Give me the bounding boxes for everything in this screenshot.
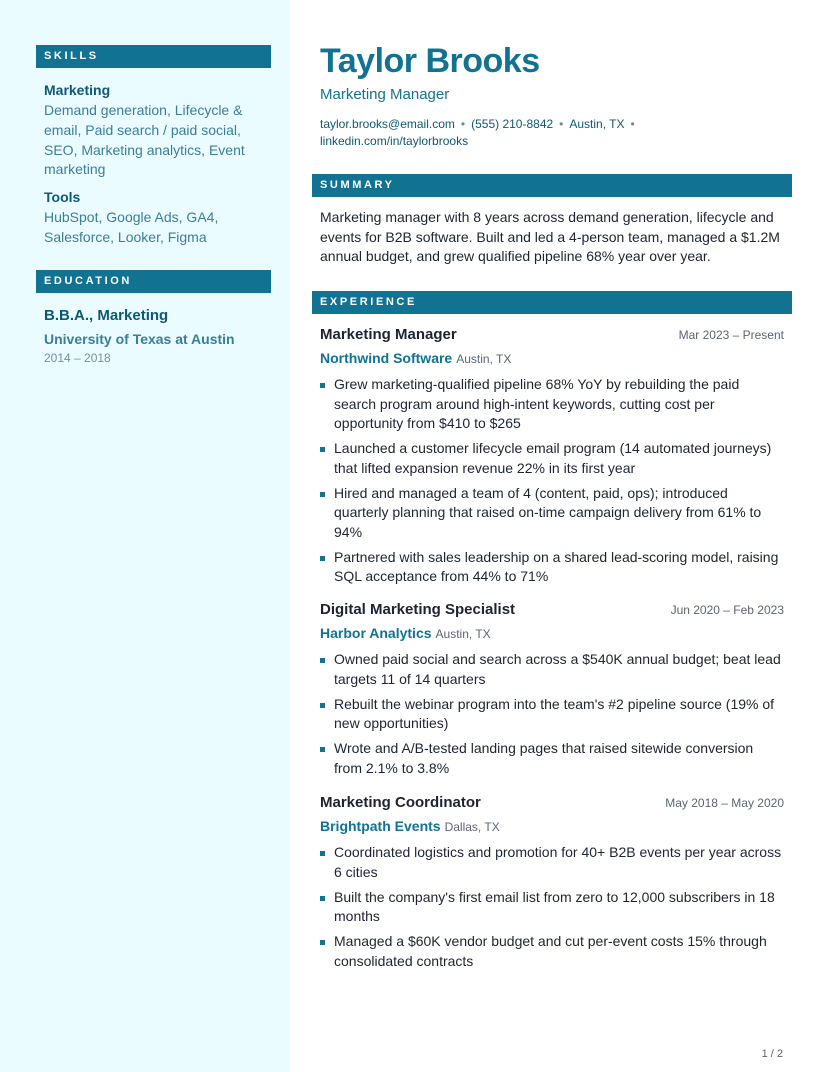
bullet-text: Owned paid social and search across a $540K annual budget; beat lead targets 11 of 14 quarters [334, 651, 781, 687]
bullet-item [320, 439, 784, 478]
summary-heading: SUMMARY [312, 174, 792, 197]
bullet-text: Managed a $60K vendor budget and cut per-event costs 15% through consolidated contracts [334, 933, 767, 969]
job-location: Austin, TX [456, 352, 512, 366]
contact-email[interactable]: taylor.brooks@email.com [320, 117, 455, 131]
education-school: University of Texas at Austin [44, 331, 235, 347]
job-title: Marketing Manager [320, 326, 457, 343]
main-content [290, 0, 828, 1072]
page-number: 1 / 2 [761, 1048, 783, 1060]
bullet-marker-icon [320, 658, 325, 663]
job-dates: Jun 2020 – Feb 2023 [670, 603, 784, 617]
bullet-item [320, 484, 784, 543]
contact-line [320, 116, 650, 150]
skill-category-name: Tools [44, 189, 81, 206]
education-section [36, 270, 271, 366]
job-bullets [320, 843, 784, 971]
bullet-marker-icon [320, 896, 325, 901]
job-entry [320, 326, 784, 592]
job-title: Marketing Coordinator [320, 794, 481, 811]
job-location: Dallas, TX [444, 820, 500, 834]
bullet-text: Built the company's first email list from zero to 12,000 subscribers in 18 months [334, 888, 775, 924]
job-location: Austin, TX [435, 627, 491, 641]
summary-text: Marketing manager with 8 years across demand generation, lifecycle and events for B2B software. Built and led a 4-person team, managed a $1.2M annual budget, and grew qualified pipeline 68% year over year. [320, 209, 780, 264]
bullet-item [320, 375, 784, 434]
bullet-text: Partnered with sales leadership on a shared lead-scoring model, raising SQL acceptance from 44% to 71% [334, 548, 779, 584]
job-bullets [320, 375, 784, 587]
bullet-marker-icon [320, 703, 325, 708]
bullet-text: Hired and managed a team of 4 (content, paid, ops); introduced quarterly planning that raised on-time campaign delivery from 61% to 94% [334, 484, 762, 540]
job-bullets [320, 650, 784, 778]
job-entry [320, 794, 784, 977]
bullet-item [320, 888, 784, 927]
bullet-item [320, 650, 784, 689]
candidate-name: Taylor Brooks [320, 42, 540, 80]
bullet-text: Coordinated logistics and promotion for 40+ B2B events per year across 6 cities [334, 844, 782, 880]
contact-phone: (555) 210-8842 [471, 117, 554, 131]
contact-location: Austin, TX [569, 117, 625, 131]
job-title: Digital Marketing Specialist [320, 601, 516, 618]
bullet-item [320, 695, 784, 734]
bullet-marker-icon [320, 383, 325, 388]
skills-heading: SKILLS [36, 45, 271, 68]
contact-linkedin[interactable]: linkedin.com/in/taylorbrooks [320, 134, 469, 148]
bullet-item [320, 843, 784, 882]
experience-heading: EXPERIENCE [312, 291, 792, 314]
bullet-item [320, 739, 784, 778]
experience-section [312, 291, 792, 314]
contact-separator: • [630, 117, 635, 131]
sidebar [0, 0, 290, 1072]
candidate-role: Marketing Manager [320, 86, 450, 103]
job-company: Northwind Software [320, 350, 453, 366]
bullet-item [320, 932, 784, 971]
summary-section [312, 174, 792, 197]
skills-section [36, 45, 271, 248]
bullet-text: Grew marketing-qualified pipeline 68% YoY by rebuilding the paid search program around high-intent keywords, cutting cost per opportunity from $410 to $265 [334, 376, 740, 431]
bullet-item [320, 548, 784, 587]
job-dates: Mar 2023 – Present [678, 328, 784, 342]
bullet-text: Launched a customer lifecycle email program (14 automated journeys) that lifted expansion revenue 22% in its first year [334, 440, 772, 476]
job-company: Harbor Analytics [320, 625, 432, 641]
bullet-text: Rebuilt the webinar program into the team's #2 pipeline source (19% of new opportunities) [334, 695, 775, 731]
education-dates: 2014 – 2018 [44, 351, 111, 365]
education-degree: B.B.A., Marketing [44, 307, 169, 324]
bullet-marker-icon [320, 940, 325, 945]
bullet-marker-icon [320, 447, 325, 452]
bullet-marker-icon [320, 556, 325, 561]
education-heading: EDUCATION [36, 270, 271, 293]
bullet-marker-icon [320, 851, 325, 856]
skill-category-items: Demand generation, Lifecycle & email, Paid search / paid social, SEO, Marketing analytics, Event marketing [44, 102, 245, 178]
bullet-text: Wrote and A/B-tested landing pages that raised sitewide conversion from 2.1% to 3.8% [334, 740, 754, 776]
bullet-marker-icon [320, 747, 325, 752]
contact-separator: • [460, 117, 466, 131]
job-entry [320, 601, 784, 784]
skill-category-name: Marketing [44, 82, 111, 98]
job-company: Brightpath Events [320, 818, 441, 834]
bullet-marker-icon [320, 492, 325, 497]
contact-separator: • [559, 117, 564, 131]
skill-category-items: HubSpot, Google Ads, GA4, Salesforce, Looker, Figma [44, 209, 219, 245]
job-dates: May 2018 – May 2020 [665, 796, 784, 810]
